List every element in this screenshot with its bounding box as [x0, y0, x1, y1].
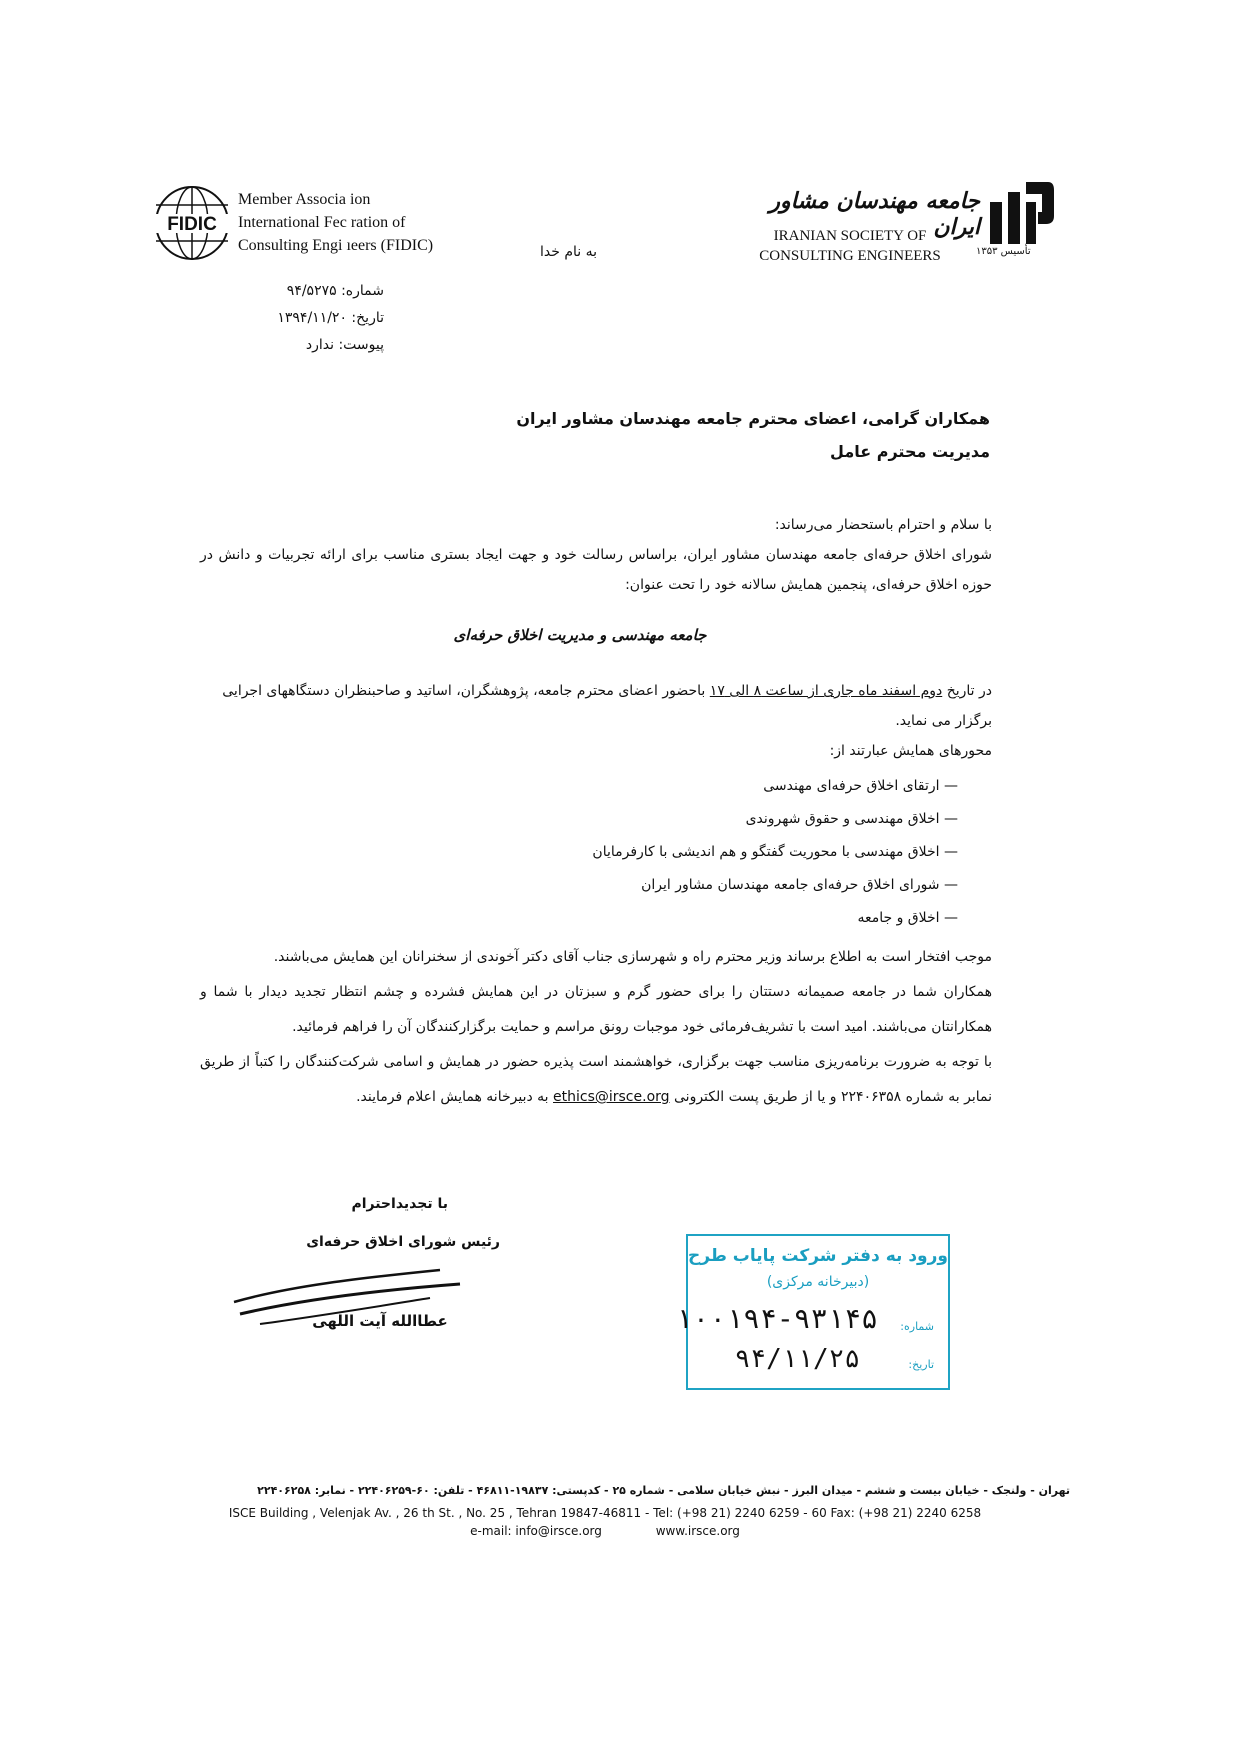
- recipient-block: [200, 402, 990, 468]
- fidic-membership-text: [238, 188, 433, 257]
- list-item: — اخلاق مهندسی و حقوق شهروندی: [450, 803, 958, 836]
- isce-persian-name: جامعه مهندسان مشاور ایران: [769, 188, 980, 240]
- signature-title: رئیس شورای اخلاق حرفه‌ای: [306, 1234, 500, 1250]
- intro-block: [200, 510, 992, 600]
- recipient-line-1: همکاران گرامی، اعضای محترم جامعه مهندسان مشاور ایران: [516, 409, 990, 428]
- event-prefix: در تاریخ: [946, 683, 992, 699]
- registration-text-2: به دبیرخانه همایش اعلام فرمایند.: [356, 1089, 549, 1105]
- signature-name: عطاالله آیت اللهی: [312, 1312, 448, 1330]
- fidic-line-1: Member Associa ion: [238, 191, 371, 208]
- stamp-number-label: شماره:: [900, 1320, 934, 1333]
- signature-closing: با تجدیداحترام: [351, 1196, 448, 1212]
- isce-english-name: [730, 226, 970, 266]
- registration-stamp: [675, 1234, 950, 1390]
- stamp-subtitle: (دبیرخانه مرکزی): [766, 1274, 870, 1290]
- stamp-date: ۹۴/۱۱/۲۵: [734, 1344, 860, 1374]
- event-block: [200, 676, 992, 766]
- recipient-line-2: مدیریت محترم عامل: [830, 442, 990, 461]
- list-item: — اخلاق و جامعه: [450, 902, 958, 935]
- footer-email-link[interactable]: e-mail: info@irsce.org: [470, 1524, 602, 1538]
- handwritten-signature: [230, 1240, 470, 1340]
- list-item: — ارتقای اخلاق حرفه‌ای مهندسی: [450, 770, 958, 803]
- fidic-line-3: Consulting Engi ıeers (FIDIC): [238, 237, 434, 254]
- isce-established: تأسیس ۱۳۵۳: [976, 246, 1031, 257]
- axes-intro: محورهای همایش عبارتند از:: [829, 743, 992, 759]
- isce-english-line-2: CONSULTING ENGINEERS: [759, 248, 941, 264]
- registration-paragraph: [200, 1045, 992, 1115]
- event-suffix: باحضور اعضای محترم جامعه، پژوهشگران، اساتید و صاحبنظران دستگاههای اجرایی برگزار می نماید.: [222, 683, 992, 729]
- footer-website-link[interactable]: www.irsce.org: [655, 1524, 740, 1538]
- contact-email-link[interactable]: ethics@irsce.org: [553, 1089, 670, 1105]
- fidic-logo-text: FIDIC: [167, 214, 217, 235]
- isce-english-line-1: IRANIAN SOCIETY OF: [773, 228, 927, 244]
- stamp-date-label: تاریخ:: [908, 1358, 934, 1371]
- event-date: دوم اسفند ماه جاری از ساعت ۸ الی ۱۷: [709, 683, 943, 699]
- bismillah: به نام خدا: [540, 244, 598, 260]
- event-paragraph: [200, 676, 992, 736]
- closing-paragraphs: [200, 940, 992, 1115]
- reference-number: شماره: ۹۴/۵۲۷۵: [286, 283, 384, 299]
- invitation-paragraph: همکاران شما در جامعه صمیمانه دستتان را برای حضور گرم و سبزتان در این همایش فشرده و چشم انتظار تجدید دیدار با شما و همکارانتان می‌باشند. امید است با تشریف‌فرمائی خود موجبات رونق مراسم و حمایت برگزارکنندگان آن را فراهم فرمائید.: [200, 984, 992, 1035]
- fidic-line-2: International Fec ration of: [238, 214, 406, 231]
- list-item: — شورای اخلاق حرفه‌ای جامعه مهندسان مشاور ایران: [450, 869, 958, 902]
- reference-block: [244, 278, 384, 359]
- footer-contact: [140, 1524, 1070, 1538]
- greeting-text: با سلام و احترام باستحضار می‌رساند:: [774, 517, 992, 533]
- minister-paragraph: موجب افتخار است به اطلاع برساند وزیر محترم راه و شهرسازی جناب آقای دکتر آخوندی از سخنرانان این همایش می‌باشند.: [273, 949, 992, 965]
- fidic-logo: [148, 183, 236, 265]
- stamp-title: ورود به دفتر شرکت پایاب طرح: [688, 1246, 948, 1266]
- footer-english-address: ISCE Building , Velenjak Av. , 26 th St. , No. 25 , Tehran 19847-46811 - Tel: (+98 21) 2240 6259 - 60 Fax: (+98 21) 2240 6258: [228, 1506, 982, 1520]
- footer-persian-address: تهران - ولنجک - خیابان بیست و ششم - میدان البرز - نبش خیابان سلامی - شماره ۲۵ - کدپستی: ۱۹۸۳۷-۴۶۸۱۱ - تلفن: ۶۰-۲۲۴۰۶۲۵۹ - نمابر: ۲۲۴۰۶۲۵۸: [257, 1484, 1070, 1497]
- stamp-number: ۱۰۰۱۹۴-۹۳۱۴۵: [675, 1302, 878, 1335]
- reference-attachment: پیوست: ندارد: [305, 337, 384, 353]
- axes-list: [450, 770, 958, 935]
- intro-paragraph: شورای اخلاق حرفه‌ای جامعه مهندسان مشاور ایران، براساس رسالت خود و جهت ایجاد بستری مناسب برای ارائه تجربیات و دانش در حوزه اخلاق حرفه‌ای، پنجمین همایش سالانه خود را تحت عنوان:: [200, 547, 992, 593]
- reference-date: تاریخ: ۱۳۹۴/۱۱/۲۰: [277, 310, 384, 326]
- registration-text-1: با توجه به ضرورت برنامه‌ریزی مناسب جهت برگزاری، خواهشمند است پذیره حضور در همایش و اسامی شرکت‌کنندگان را کتباً از طریق نمابر به شماره ۲۲۴۰۶۳۵۸ و یا از طریق پست الکترونی: [200, 1054, 992, 1105]
- conference-title: جامعه مهندسی و مدیریت اخلاق حرفه‌ای: [453, 626, 707, 644]
- list-item: — اخلاق مهندسی با محوریت گفتگو و هم اندیشی با کارفرمایان: [450, 836, 958, 869]
